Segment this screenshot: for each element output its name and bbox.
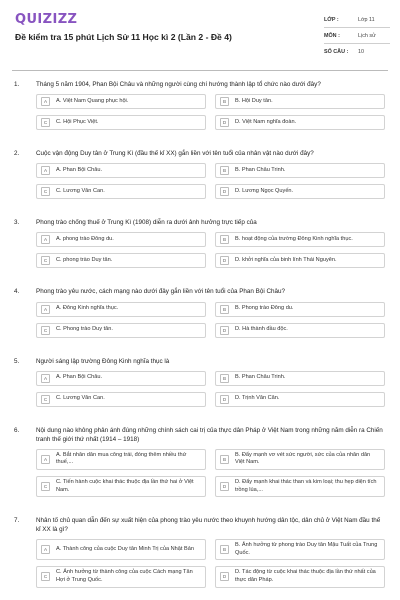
option-text: B. Đẩy mạnh vơ vét sức người, sức của của nhân dân Việt Nam. xyxy=(235,451,371,466)
option-grid xyxy=(14,232,385,274)
option-text: A. Phan Bội Châu. xyxy=(56,374,103,381)
option-a[interactable] xyxy=(36,232,206,247)
option-c[interactable] xyxy=(36,392,206,407)
option-letter-box: B xyxy=(220,166,229,175)
option-letter-box: D xyxy=(220,572,229,581)
question-text: Phong trào yêu nước, cách mạng nào dưới đây gắn liền với tên tuổi của Phan Bội Châu? xyxy=(36,288,286,296)
option-text: C. Phong trào Duy tân. xyxy=(56,326,113,333)
option-text: A. Thành công của cuộc Duy tân Minh Trị của Nhật Bản xyxy=(56,546,194,553)
option-text: A. Đông Kinh nghĩa thục. xyxy=(56,305,119,312)
question-2 xyxy=(0,149,400,205)
option-d[interactable] xyxy=(215,323,385,338)
option-b[interactable] xyxy=(215,302,385,317)
option-text: B. hoạt động của trường Đông Kinh nghĩa thục. xyxy=(235,236,353,243)
meta-table xyxy=(324,12,390,60)
question-header xyxy=(14,426,385,444)
option-text: A. Bắt nhân dân mua công trái, đóng thêm nhiều thứ thuế,... xyxy=(56,451,187,466)
option-b[interactable] xyxy=(215,449,385,470)
option-d[interactable] xyxy=(215,253,385,268)
option-text: B. Phong trào Đông du. xyxy=(235,305,294,312)
option-text: B. Hội Duy tân. xyxy=(235,97,273,104)
option-letter-box: C xyxy=(41,482,50,491)
option-text: A. Phan Bội Châu. xyxy=(56,166,103,173)
question-number: 5. xyxy=(14,357,20,365)
option-letter-box: B xyxy=(220,374,229,383)
meta-value: Lớp 11 xyxy=(358,16,375,23)
option-text: D. Hà thành đầu độc. xyxy=(235,326,288,333)
option-text: D. khởi nghĩa của binh lính Thái Nguyên. xyxy=(235,257,337,264)
option-grid xyxy=(14,449,385,503)
meta-value: Lịch sử xyxy=(358,32,376,39)
option-text: D. Việt Nam nghĩa đoàn. xyxy=(235,118,297,125)
option-text: A. Việt Nam Quang phục hội. xyxy=(56,97,129,104)
question-number: 6. xyxy=(14,426,20,434)
option-text: C. phong trào Duy tân. xyxy=(56,257,113,264)
meta-label: LỚP : xyxy=(324,16,339,23)
question-header xyxy=(14,357,385,366)
option-a[interactable] xyxy=(36,539,206,560)
header-divider xyxy=(12,70,388,71)
option-c[interactable] xyxy=(36,476,206,497)
meta-value: 10 xyxy=(358,49,364,55)
option-letter-box: A xyxy=(41,374,50,383)
question-header xyxy=(14,149,385,158)
option-grid xyxy=(14,371,385,413)
option-letter-box: A xyxy=(41,305,50,314)
question-text: Người sáng lập trường Đông Kinh nghĩa thục là xyxy=(36,357,170,365)
question-text: Nhân tố chủ quan dẫn đến sự xuất hiện của phong trào yêu nước theo khuynh hướng dân tộc, dân chủ ở Việt Nam đầu thế kỉ XX là gì? xyxy=(36,517,381,534)
quizizz-logo: QUIZIZZ xyxy=(15,12,78,27)
question-number: 3. xyxy=(14,219,20,227)
option-letter-box: A xyxy=(41,235,50,244)
question-4 xyxy=(0,287,400,343)
option-c[interactable] xyxy=(36,323,206,338)
option-grid xyxy=(14,94,385,136)
question-number: 4. xyxy=(14,288,20,296)
option-b[interactable] xyxy=(215,94,385,109)
option-letter-box: D xyxy=(220,326,229,335)
option-letter-box: C xyxy=(41,572,50,581)
question-6 xyxy=(0,426,400,503)
option-d[interactable] xyxy=(215,566,385,587)
option-b[interactable] xyxy=(215,163,385,178)
option-letter-box: A xyxy=(41,97,50,106)
question-3 xyxy=(0,218,400,274)
option-text: C. Ảnh hưởng từ thành công của cuộc Cách mạng Tân Hợi ở Trung Quốc. xyxy=(56,569,193,583)
option-letter-box: A xyxy=(41,166,50,175)
option-c[interactable] xyxy=(36,566,206,587)
option-b[interactable] xyxy=(215,371,385,386)
option-text: C. Hội Phục Việt. xyxy=(56,118,99,125)
question-number: 1. xyxy=(14,81,20,88)
option-letter-box: D xyxy=(220,256,229,265)
option-letter-box: B xyxy=(220,455,229,464)
option-text: B. Phan Châu Trinh. xyxy=(235,374,286,381)
option-a[interactable] xyxy=(36,302,206,317)
option-grid xyxy=(14,539,385,593)
option-d[interactable] xyxy=(215,184,385,199)
option-letter-box: D xyxy=(220,118,229,127)
option-letter-box: A xyxy=(41,545,50,554)
option-d[interactable] xyxy=(215,115,385,130)
option-a[interactable] xyxy=(36,449,206,470)
option-letter-box: D xyxy=(220,187,229,196)
option-text: D. Trịnh Văn Căn. xyxy=(235,395,280,402)
question-1 xyxy=(0,80,400,136)
option-d[interactable] xyxy=(215,392,385,407)
option-text: B. Phan Châu Trinh. xyxy=(235,166,286,173)
option-letter-box: C xyxy=(41,395,50,404)
option-text: C. Lương Văn Can. xyxy=(56,187,105,194)
option-text: C. Tiến hành cuộc khai thác thuộc địa lần thứ hai ở Việt Nam. xyxy=(56,478,194,493)
meta-label: SỐ CÂU : xyxy=(324,49,349,55)
meta-row-subject xyxy=(324,28,390,44)
option-c[interactable] xyxy=(36,253,206,268)
option-d[interactable] xyxy=(215,476,385,497)
option-text: C. Lương Văn Can. xyxy=(56,395,105,402)
option-letter-box: D xyxy=(220,482,229,491)
option-letter-box: B xyxy=(220,97,229,106)
question-number: 2. xyxy=(14,150,20,158)
option-text: D. Lương Ngọc Quyến. xyxy=(235,187,294,194)
option-letter-box: C xyxy=(41,118,50,127)
question-header xyxy=(14,80,385,89)
option-a[interactable] xyxy=(36,163,206,178)
option-letter-box: C xyxy=(41,256,50,265)
option-text: B. Ảnh hưởng từ phong trào Duy tân Mậu Tuất của Trung Quốc. xyxy=(235,542,378,556)
option-letter-box: B xyxy=(220,235,229,244)
worksheet-title: Đề kiểm tra 15 phút Lịch Sử 11 Học kì 2 (Lần 2 - Đề 4) xyxy=(15,32,232,42)
option-grid xyxy=(14,163,385,205)
question-text: Nội dung nào không phản ánh đúng những chính sách cai trị của thực dân Pháp ở Việt Nam trong những năm diễn ra Chiến tranh thế giới thứ nhất (1914 – 1918) xyxy=(36,426,383,443)
question-header xyxy=(14,516,385,534)
question-number: 7. xyxy=(14,517,20,525)
option-a[interactable] xyxy=(36,94,206,109)
option-letter-box: A xyxy=(41,455,50,464)
question-header xyxy=(14,287,385,296)
question-text: Phong trào chống thuế ở Trung Kì (1908) diễn ra dưới ảnh hưởng trực tiếp của xyxy=(36,219,257,227)
meta-row-class xyxy=(324,12,390,28)
option-letter-box: B xyxy=(220,305,229,314)
meta-label: MÔN : xyxy=(324,32,340,39)
option-text: D. Đẩy mạnh khai thác than và kim loại; thu hẹp diện tích trồng lúa,... xyxy=(235,478,377,493)
question-5 xyxy=(0,357,400,413)
option-c[interactable] xyxy=(36,115,206,130)
option-a[interactable] xyxy=(36,371,206,386)
option-grid xyxy=(14,302,385,344)
question-text: Cuộc vận động Duy tân ở Trung Kì (đầu thế kỉ XX) gắn liền với tên tuổi của nhân vật nào dưới đây? xyxy=(36,150,314,158)
meta-row-count xyxy=(324,44,390,60)
option-c[interactable] xyxy=(36,184,206,199)
option-letter-box: B xyxy=(220,545,229,554)
question-list xyxy=(0,80,400,600)
question-text: Tháng 5 năm 1904, Phan Bội Châu và những người cùng chí hướng thành lập tổ chức nào dưới đây? xyxy=(36,81,321,88)
question-7 xyxy=(0,516,400,593)
option-letter-box: C xyxy=(41,326,50,335)
question-header xyxy=(14,218,385,227)
option-b[interactable] xyxy=(215,232,385,247)
option-b[interactable] xyxy=(215,539,385,560)
option-text: A. phong trào Đông du. xyxy=(56,236,114,243)
worksheet-header xyxy=(0,0,400,66)
option-letter-box: C xyxy=(41,187,50,196)
option-letter-box: D xyxy=(220,395,229,404)
option-text: D. Tác động từ cuộc khai thác thuộc địa lần thứ nhất của thực dân Pháp. xyxy=(235,569,376,583)
